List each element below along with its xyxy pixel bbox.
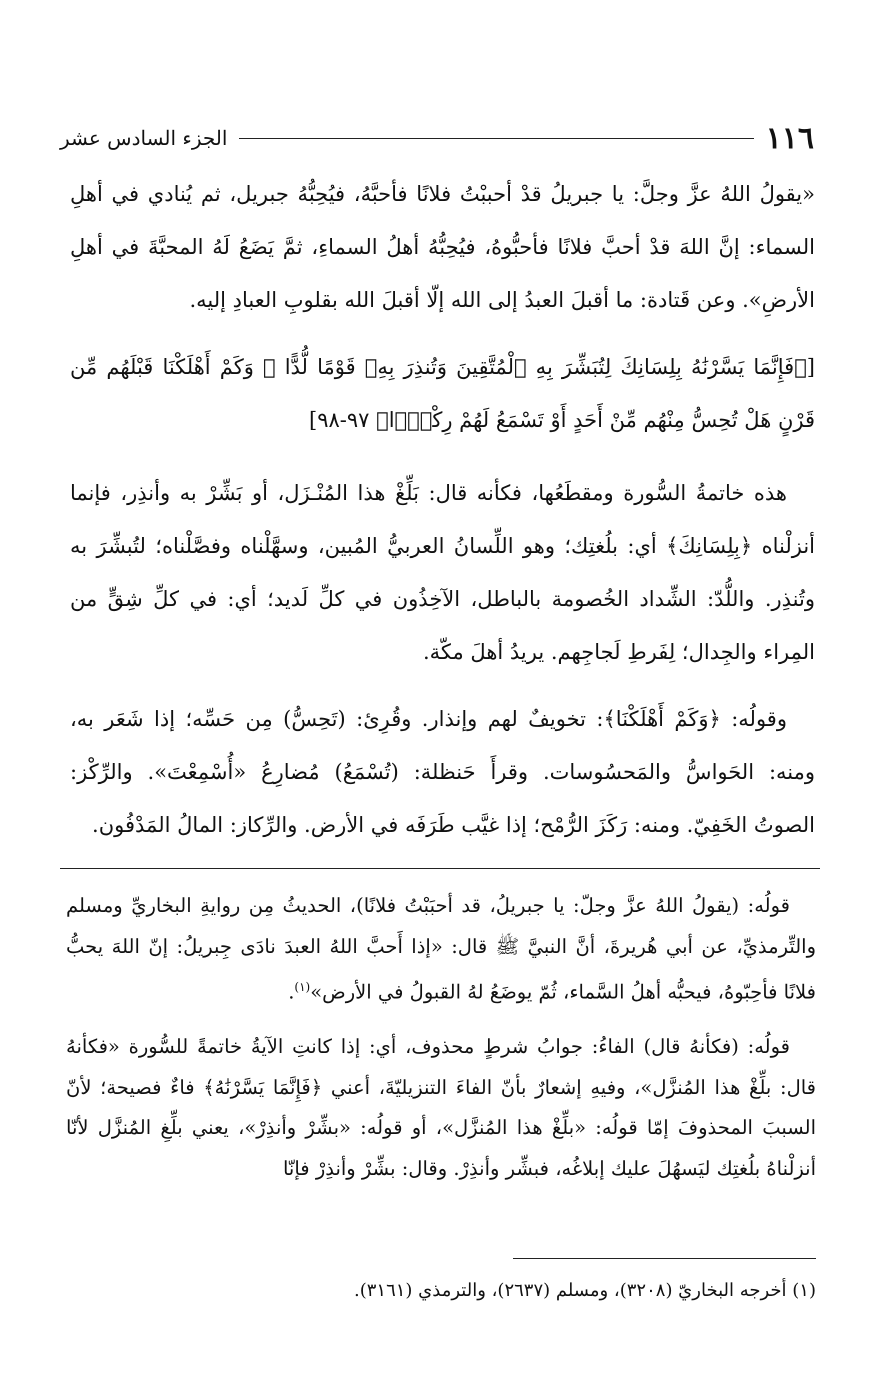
commentary-text-1: قولُه: (يقولُ اللهُ عزَّ وجلّ: يا جبريلُ، قد أحبَبْتُ فلانًا)، الحديثُ مِن روايةِ البخاريِّ ومسلم والتِّرمذيِّ، عن أبي هُريرةَ، أنَّ النبيَّ ﷺ قال: «إذا أَحبَّ اللهُ العبدَ نادَى جِبريلُ: إنّ اللهَ يحبُّ فلانًا فأحِبّوهُ، فيحبُّه أهلُ السَّماء، ثُمّ يوضَعُ لهُ القبولُ في الأرض» — [66, 894, 816, 1004]
footnote-reference: (١) — [294, 980, 311, 994]
commentary-section — [66, 886, 816, 1189]
paragraph-hadith: «يقولُ اللهُ عزَّ وجلَّ: يا جبريلُ قدْ أحببْتُ فلانًا فأحبَّهُ، فيُحِبُّهُ جبريل، ثم يُنادي في أهلِ السماء: إنَّ اللهَ قدْ أحبَّ فلانًا فأحبُّوهُ، فيُحِبُّهُ أهلُ السماءِ، ثمَّ يَضَعُ لَهُ المحبَّةَ في أهلِ الأرضِ». وعن قَتادة: ما أقبلَ العبدُ إلى الله إلّا أقبلَ الله بقلوبِ العبادِ إليه. — [70, 182, 815, 312]
quran-verse: [﴿فَإِنَّمَا يَسَّرْنَٰهُ بِلِسَانِكَ لِتُبَشِّرَ بِهِ ٱلْمُتَّقِينَ وَتُنذِرَ بِهِۦ قَوْمًا لُّدًّا ۞ وَكَمْ أَهْلَكْنَا قَبْلَهُم مِّن قَرْنٍ هَلْ تُحِسُّ مِنْهُم مِّنْ أَحَدٍ أَوْ تَسْمَعُ لَهُمْ رِكْزًۢا﴾ ٩٧-٩٨] — [70, 355, 815, 432]
footnote: (١) أخرجه البخاريّ (٣٢٠٨)، ومسلم (٢٦٣٧)، والترمذي (٣١٦١). — [354, 1280, 816, 1301]
commentary-paragraph-1 — [66, 886, 816, 1013]
header-rule — [239, 138, 753, 139]
commentary-end-1: . — [288, 980, 295, 1004]
footnote-rule — [513, 1258, 816, 1259]
paragraph-exegesis: هذه خاتمةُ السُّورة ومقطَعُها، فكأنه قال: بَلِّغْ هذا المُنْـزَل، أو بَشِّرْ به وأنذِر، فإنما أنزلْناه ﴿بِلِسَانِكَ﴾ أي: بلُغتِك؛ وهو اللِّسانُ العربيُّ المُبين، وسهَّلْناه وفصَّلْناه؛ لتُبشِّرَ به وتُنذِر. واللُّدّ: الشِّداد الخُصومة بالباطل، الآخِذُون في كلِّ لَديد؛ أي: في كلِّ شِقٍّ من المِراء والجِدال؛ لِفَرطِ لَجاجِهم. يريدُ أهلَ مكّة. — [70, 481, 815, 664]
running-title: الجزء السادس عشر — [60, 126, 228, 150]
page-number: ١١٦ — [765, 120, 814, 156]
page-header — [60, 118, 814, 158]
main-text — [70, 168, 815, 852]
paragraph-commentary-verse: وقولُه: ﴿وَكَمْ أَهْلَكْنَا﴾: تخويفٌ لهم وإنذار. وقُرِئ: (تَحِسُّ) مِن حَسِّه؛ إذا شَعَر به، ومنه: الحَواسُّ والمَحسُوسات. وقرأَ حَنظلة: (تُسْمَعُ) مُضارِعُ «أُسْمِعْتَ». والرِّكْز: الصوتُ الخَفِيّ. ومنه: رَكَزَ الرُّمْح؛ إذا غيَّب طَرَفَه في الأرض. والرِّكاز: المالُ المَدْفُون. — [70, 707, 815, 837]
section-divider — [60, 868, 820, 869]
commentary-paragraph-2: قولُه: (فكأنهُ قال) الفاءُ: جوابُ شرطٍ محذوف، أي: إذا كانتِ الآيةُ خاتمةً للسُّورة «فكأنهُ قال: بلِّغْ هذا المُنزَّل»، وفيهِ إشعارٌ بأنّ الفاءَ التنزيليّةَ، أعني ﴿فَإِنَّمَا يَسَّرْنَٰهُ﴾ فاءٌ فصيحة؛ لأنّ السببَ المحذوفَ إمّا قولُه: «بلِّغْ هذا المُنزَّل»، أو قولُه: «بشِّرْ وأنذِرْ»، يعني بلِّغِ المُنزَّل لأنّا أنزلْناهُ بلُغتِك ليَسهُلَ عليك إبلاغُه، فبشِّر وأنذِرْ. وقال: بشِّرْ وأنذِرْ فإنّا — [66, 1035, 816, 1180]
